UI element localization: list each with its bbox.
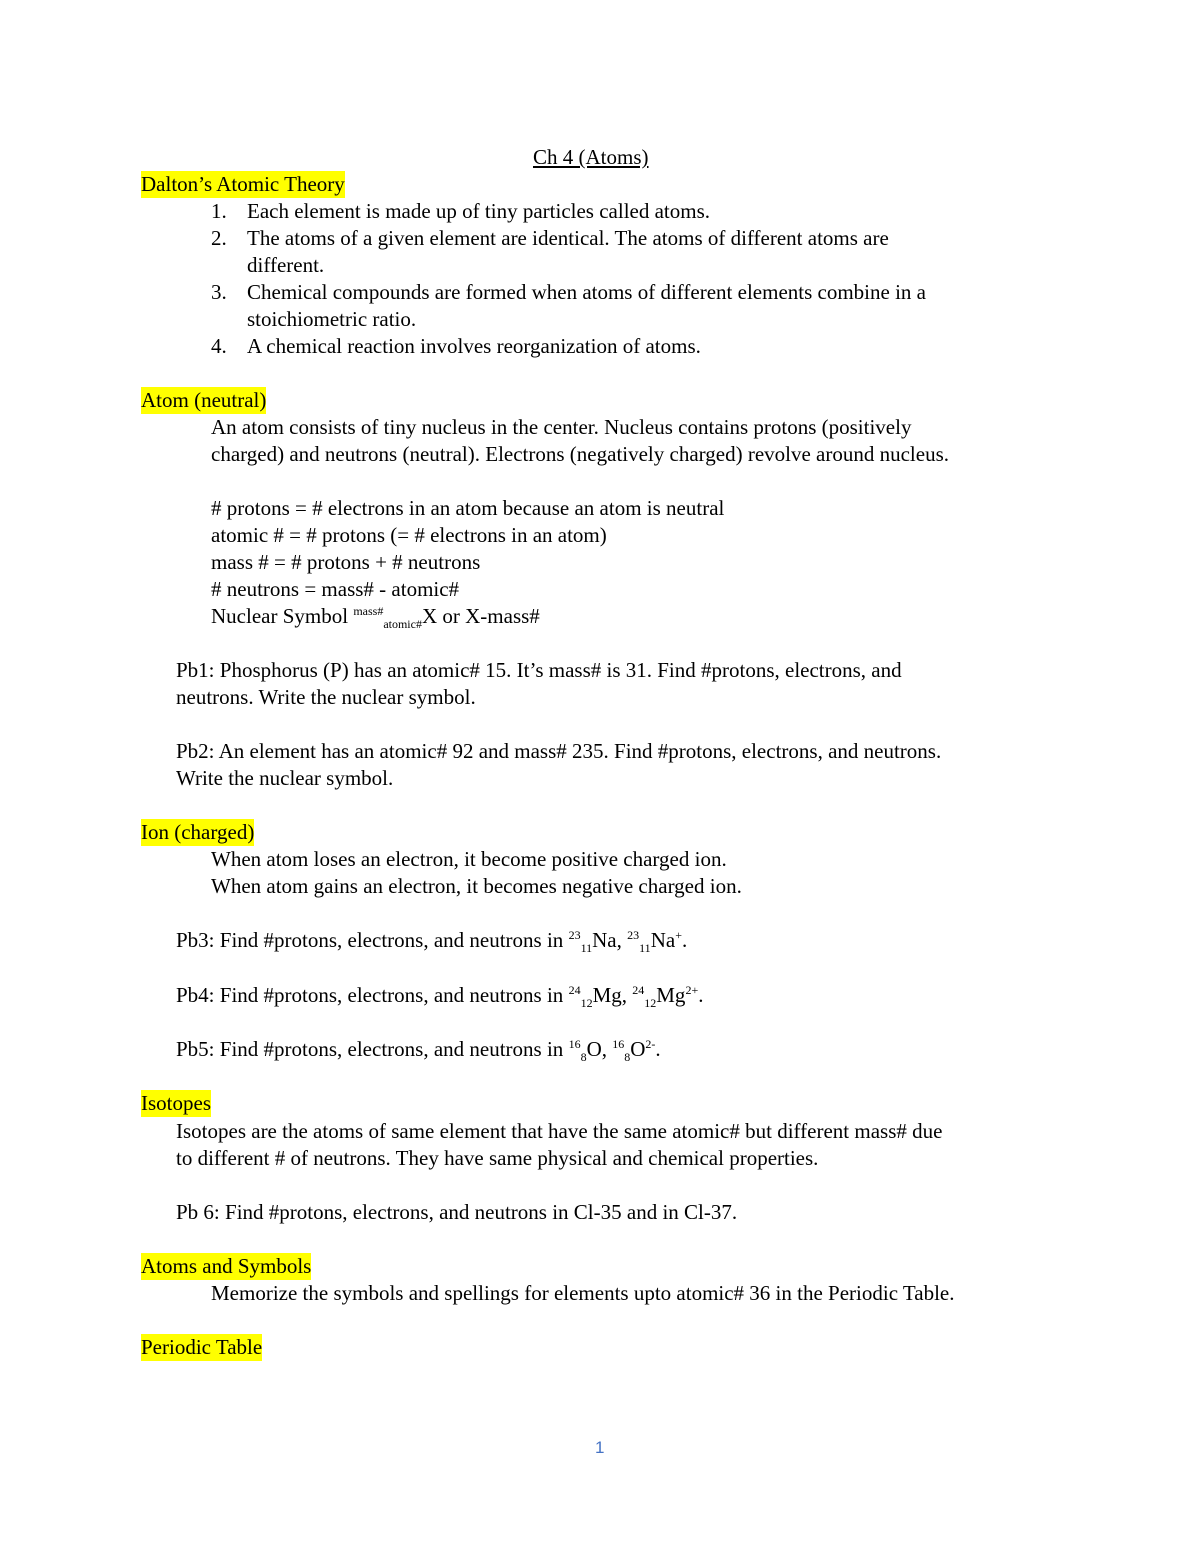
problem-2-line-1: Pb2: An element has an atomic# 92 and mass# 235. Find #protons, electrons, and neutrons. [176, 739, 942, 763]
isotopes-line-2: to different # of neutrons. They have same physical and chemical properties. [176, 1146, 819, 1170]
formula-protons: # protons = # electrons in an atom because an atom is neutral [211, 496, 725, 520]
formula-mass: mass # = # protons + # neutrons [211, 550, 481, 574]
page-title: Ch 4 (Atoms) [533, 145, 649, 169]
problem-3: Pb3: Find #protons, electrons, and neutrons in $^{23}_{11}$Na, $^{23}_{11}$Na+. [176, 928, 688, 956]
ion-heading: Ion (charged) [141, 820, 255, 844]
nuclear-symbol-line: Nuclear Symbol $^{mass\#}_{atomic\#}$X or X-mass# [211, 604, 540, 632]
periodic-table-heading: Periodic Table [141, 1335, 263, 1359]
dalton-item-1: 1. Each element is made up of tiny particles called atoms. [211, 199, 711, 223]
isotopes-heading: Isotopes [141, 1091, 211, 1115]
problem-5: Pb5: Find #protons, electrons, and neutrons in $^{16}_8$O, $^{16}_8O^{2-}$. [176, 1037, 661, 1065]
page-number: 1 [595, 1438, 605, 1457]
isotopes-line-1: Isotopes are the atoms of same element that have the same atomic# but different mass# due [176, 1119, 943, 1143]
dalton-item-2: 2. The atoms of a given element are identical. The atoms of different atoms are [211, 226, 889, 250]
problem-4: Pb4: Find #protons, electrons, and neutrons in $^{24}_{12}$Mg, $^{24}_{12}Mg^{2+}$. [176, 983, 704, 1011]
problem-1-line-1: Pb1: Phosphorus (P) has an atomic# 15. It’s mass# is 31. Find #protons, electrons, and [176, 658, 902, 682]
formula-atomic: atomic # = # protons (= # electrons in an atom) [211, 523, 607, 547]
dalton-item-4: 4. A chemical reaction involves reorganization of atoms. [211, 334, 701, 358]
ion-line-1: When atom loses an electron, it become positive charged ion. [211, 847, 727, 871]
symbols-heading: Atoms and Symbols [141, 1254, 312, 1278]
symbols-line: Memorize the symbols and spellings for elements upto atomic# 36 in the Periodic Table. [211, 1281, 955, 1305]
ion-line-2: When atom gains an electron, it becomes negative charged ion. [211, 874, 742, 898]
problem-6: Pb 6: Find #protons, electrons, and neutrons in Cl-35 and in Cl-37. [176, 1200, 738, 1224]
dalton-heading: Dalton’s Atomic Theory [141, 172, 345, 196]
atom-desc-line-1: An atom consists of tiny nucleus in the center. Nucleus contains protons (positively [211, 415, 912, 439]
dalton-item-3-cont: stoichiometric ratio. [247, 307, 417, 331]
atom-heading: Atom (neutral) [141, 388, 267, 412]
formula-neutrons: # neutrons = mass# - atomic# [211, 577, 460, 601]
dalton-item-2-cont: different. [247, 253, 325, 277]
dalton-item-3: 3. Chemical compounds are formed when atoms of different elements combine in a [211, 280, 926, 304]
atom-desc-line-2: charged) and neutrons (neutral). Electrons (negatively charged) revolve around nucleus. [211, 442, 950, 466]
problem-2-line-2: Write the nuclear symbol. [176, 766, 394, 790]
problem-1-line-2: neutrons. Write the nuclear symbol. [176, 685, 476, 709]
